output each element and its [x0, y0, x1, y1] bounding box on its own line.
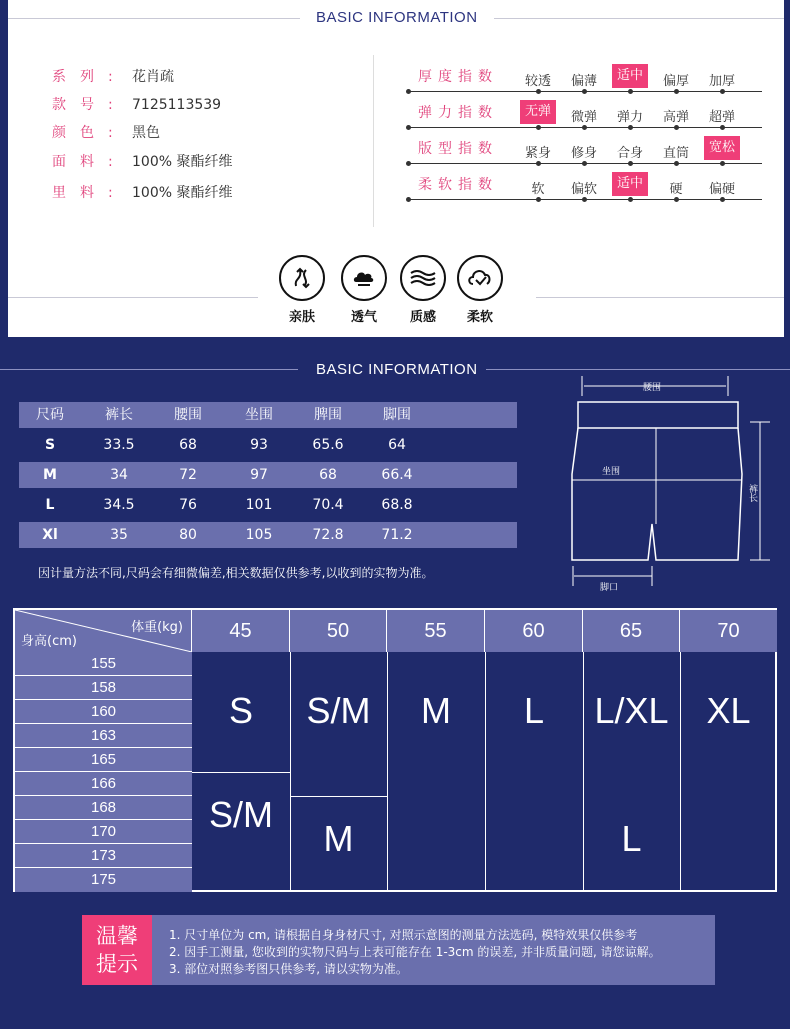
size-table-row — [19, 432, 517, 458]
size-note: 因计量方法不同,尺码会有细微偏差,相关数据仅供参考,以收到的实物为准。 — [38, 566, 434, 580]
tip-line-1: 1. 尺寸单位为 cm, 请根据自身身材尺寸, 对照示意图的测量方法选码, 模特效果仅供参考 — [169, 928, 638, 942]
size-table-cell: 66.4 — [381, 467, 413, 483]
weight-header-55: 55 — [387, 610, 485, 652]
size-w55: M — [421, 690, 451, 731]
index-option: 高弹 — [662, 110, 689, 125]
tip-line-3: 3. 部位对照参考图只供参考, 请以实物为准。 — [169, 962, 408, 976]
index-option: 偏软 — [570, 182, 597, 197]
section-header: BASIC INFORMATION — [316, 9, 478, 26]
size-table-cell: M — [43, 467, 57, 483]
size-table-row — [19, 522, 517, 548]
index-scale-dot — [406, 197, 411, 202]
index-option: 加厚 — [708, 74, 735, 89]
weight-header-70: 70 — [680, 610, 777, 652]
weight-header-60: 60 — [485, 610, 583, 652]
size-w65-lower: L — [621, 818, 642, 859]
index-row-2 — [408, 138, 762, 168]
table-corner — [15, 610, 192, 652]
header-divider-left — [8, 18, 300, 19]
size-table-cell: 70.4 — [312, 497, 344, 513]
size-w65-upper: L/XL — [594, 690, 669, 731]
index-option: 修身 — [570, 146, 597, 161]
index-option: 直筒 — [662, 146, 689, 161]
height-row-160: 160 — [15, 700, 192, 724]
index-scale-dot — [406, 161, 411, 166]
weight-axis-label: 体重(kg) — [131, 620, 183, 635]
size-table-row — [19, 462, 517, 488]
tip-line-2: 2. 因手工测量, 您收到的实物尺码与上表可能存在 1-3cm 的误差, 并非质量问题, 请您谅解。 — [169, 945, 661, 959]
index-option: 弹力 — [616, 110, 643, 125]
size-table-cell: 65.6 — [312, 437, 344, 453]
diagram-label-length: 裤长 — [747, 484, 757, 502]
feature-divider-left — [8, 297, 258, 298]
index-scale-dot — [628, 89, 633, 94]
index-option: 偏薄 — [570, 74, 597, 89]
index-option: 合身 — [616, 146, 643, 161]
feature-soft: 柔软 — [454, 255, 506, 325]
size-table-header: 尺码 裤长 腰围 坐围 脾围 脚围 — [19, 402, 517, 428]
index-option-selected: 无弹 — [520, 100, 556, 124]
size-header-divider-right — [486, 369, 790, 370]
feature-skin-friendly: 亲肤 — [276, 255, 328, 325]
height-row-170: 170 — [15, 820, 192, 844]
weight-header-50: 50 — [290, 610, 387, 652]
index-option: 较透 — [524, 74, 551, 89]
size-table-cell: 34 — [110, 467, 128, 483]
size-section-header: BASIC INFORMATION — [316, 361, 478, 378]
index-row-0 — [408, 66, 762, 96]
index-option: 偏硬 — [708, 182, 735, 197]
feature-texture: 质感 — [397, 255, 449, 325]
index-scale-dot — [720, 161, 725, 166]
size-table-cell: 72 — [179, 467, 197, 483]
index-option: 偏厚 — [662, 74, 689, 89]
size-table-cell: 71.2 — [381, 527, 413, 543]
index-row-3 — [408, 174, 762, 204]
size-table — [19, 402, 517, 548]
size-table-cell: Xl — [42, 527, 58, 543]
size-table-cell: 34.5 — [103, 497, 135, 513]
header-divider-right — [494, 18, 784, 19]
index-name: 弹力指数 — [418, 105, 498, 121]
size-table-cell: 105 — [245, 527, 273, 543]
height-row-168: 168 — [15, 796, 192, 820]
index-option: 超弹 — [708, 110, 735, 125]
diagram-label-waist: 腰围 — [643, 383, 662, 393]
size-table-cell: 93 — [250, 437, 268, 453]
attr-lining: 里料: 100% 聚酯纤维 — [52, 185, 233, 201]
size-w45-lower: S/M — [208, 794, 273, 835]
weight-header-45: 45 — [192, 610, 290, 652]
size-w60: L — [523, 690, 545, 731]
index-scale-dot — [628, 197, 633, 202]
index-row-1 — [408, 102, 762, 132]
size-table-cell: 68 — [319, 467, 337, 483]
attr-style-no: 款号: 7125113539 — [52, 97, 222, 113]
index-name: 厚度指数 — [418, 69, 498, 85]
size-table-cell: 68 — [179, 437, 197, 453]
size-table-row — [19, 492, 517, 518]
texture-icon — [408, 264, 438, 292]
index-name: 版型指数 — [418, 141, 498, 157]
size-w70: XL — [706, 690, 751, 731]
index-scale-dot — [406, 125, 411, 130]
attr-fabric: 面料: 100% 聚酯纤维 — [52, 154, 233, 170]
size-table-cell: 76 — [179, 497, 197, 513]
size-table-cell: 33.5 — [103, 437, 135, 453]
tips-badge: 温馨提示 — [82, 915, 152, 985]
index-scale-dot — [406, 89, 411, 94]
shorts-diagram — [566, 374, 776, 594]
height-row-173: 173 — [15, 844, 192, 868]
size-header-divider-left — [0, 369, 298, 370]
index-option: 微弹 — [570, 110, 597, 125]
vertical-divider — [373, 55, 374, 227]
index-scale-dot — [536, 125, 541, 130]
attr-color: 颜色: 黑色 — [52, 125, 160, 141]
skin-friendly-icon — [288, 264, 316, 292]
height-row-158: 158 — [15, 676, 192, 700]
height-row-155: 155 — [15, 652, 192, 676]
diagram-label-seat: 坐围 — [602, 467, 621, 477]
size-w50-upper: S/M — [306, 690, 371, 731]
index-option-selected: 适中 — [612, 64, 648, 88]
size-table-cell: 101 — [245, 497, 273, 513]
index-option-selected: 宽松 — [704, 136, 740, 160]
basic-info-card — [8, 0, 784, 337]
index-option: 紧身 — [524, 146, 551, 161]
height-row-175: 175 — [15, 868, 192, 892]
index-option: 硬 — [669, 182, 683, 197]
height-axis-label: 身高(cm) — [21, 634, 77, 649]
size-table-cell: 35 — [110, 527, 128, 543]
size-w45-upper: S — [228, 690, 253, 731]
size-table-cell: L — [45, 497, 55, 513]
diagram-label-hem: 脚口 — [600, 583, 619, 593]
height-row-165: 165 — [15, 748, 192, 772]
size-table-cell: 64 — [388, 437, 406, 453]
breathable-icon — [350, 264, 378, 292]
height-row-166: 166 — [15, 772, 192, 796]
size-table-cell: 97 — [250, 467, 268, 483]
soft-icon — [465, 264, 495, 292]
size-table-cell: S — [44, 437, 56, 453]
index-option: 软 — [531, 182, 545, 197]
attr-series: 系列: 花肖疏 — [52, 69, 174, 85]
weight-header-65: 65 — [583, 610, 680, 652]
size-recommendation-table — [13, 608, 777, 892]
size-w50-lower: M — [323, 818, 354, 859]
height-row-163: 163 — [15, 724, 192, 748]
size-table-cell: 80 — [179, 527, 197, 543]
index-option-selected: 适中 — [612, 172, 648, 196]
size-table-cell: 72.8 — [312, 527, 344, 543]
index-name: 柔软指数 — [418, 177, 498, 193]
size-table-cell: 68.8 — [381, 497, 413, 513]
feature-breathable: 透气 — [338, 255, 390, 325]
feature-divider-right — [536, 297, 784, 298]
